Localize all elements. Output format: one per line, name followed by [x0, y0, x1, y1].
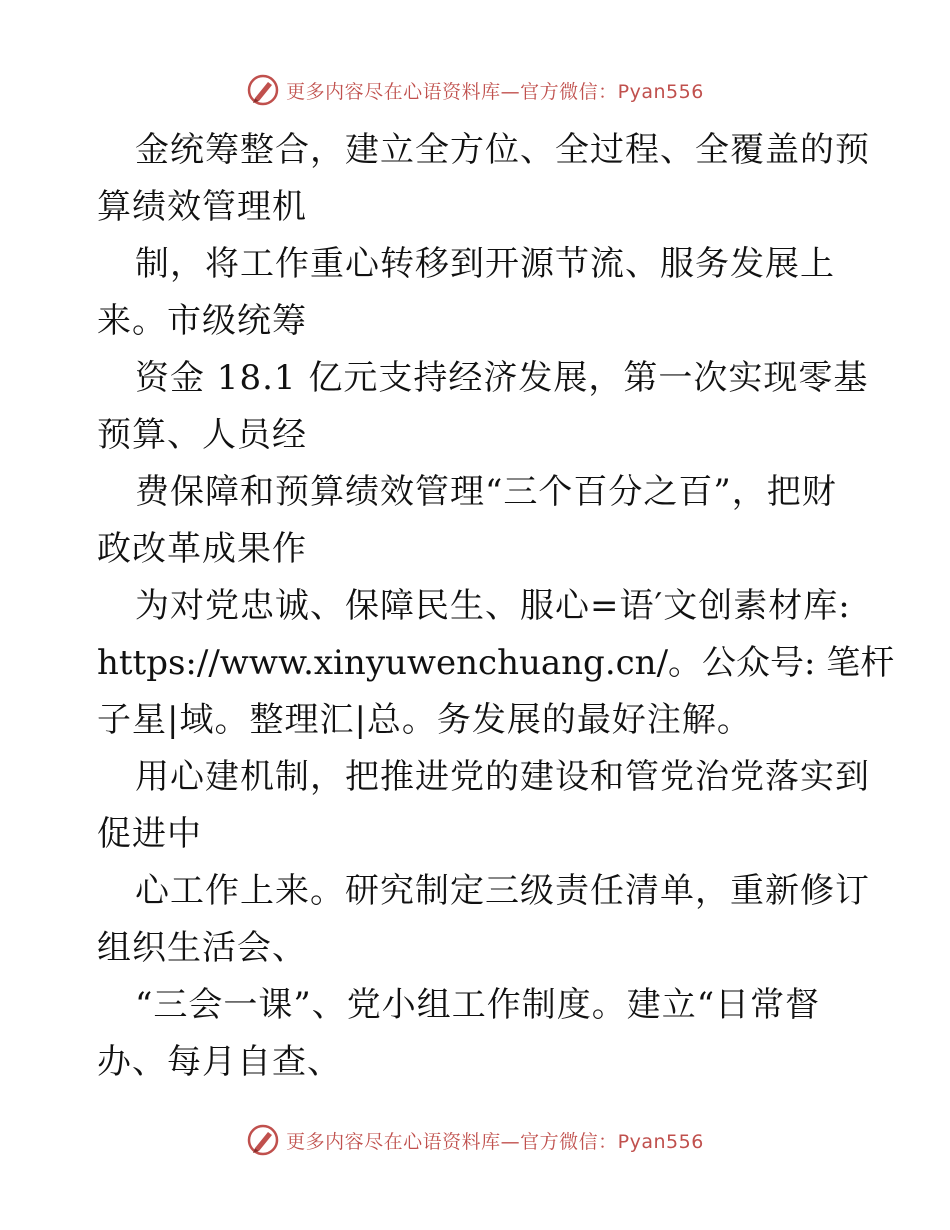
paragraph-line: 用心建机制，把推进党的建设和管党治党落实到 — [135, 757, 870, 797]
paragraph-line: 子星|域。整理汇|总。务发展的最好注解。 — [97, 700, 752, 740]
paragraph-line: 预算、人员经 — [97, 415, 307, 455]
paragraph-line: 算绩效管理机 — [97, 187, 307, 227]
paragraph-line: 政改革成果作 — [97, 529, 307, 569]
document-body — [97, 122, 895, 1091]
paragraph-line: 费保障和预算绩效管理“三个百分之百”，把财 — [135, 472, 837, 512]
paragraph-line: 资金 18.1 亿元支持经济发展，第一次实现零基 — [135, 358, 869, 398]
paragraph-line: “三会一课”、党小组工作制度。建立“日常督 — [135, 985, 821, 1025]
paragraph-line: 心工作上来。研究制定三级责任清单，重新修订 — [135, 871, 870, 911]
paragraph-line: 为对党忠诚、保障民生、服心=语′文创素材库: — [135, 586, 851, 626]
paragraph-line: 金统筹整合，建立全方位、全过程、全覆盖的预 — [135, 130, 870, 170]
watermark-text: 更多内容尽在心语资料库—官方微信：Pyan556 — [286, 80, 704, 103]
paragraph-line: 制，将工作重心转移到开源节流、服务发展上 — [135, 244, 835, 284]
paragraph-line-url: https://www.xinyuwenchuang.cn/。公众号: 笔杆 — [97, 643, 895, 683]
paragraph-line: 办、每月自查、 — [97, 1042, 342, 1082]
paragraph-line: 来。市级统筹 — [97, 301, 307, 341]
pen-logo-icon — [246, 73, 280, 107]
paragraph-line: 组织生活会、 — [97, 928, 307, 968]
watermark-text: 更多内容尽在心语资料库—官方微信：Pyan556 — [286, 1130, 704, 1153]
paragraph-line: 促进中 — [97, 814, 202, 854]
footer-watermark — [0, 1120, 950, 1160]
header-watermark — [0, 70, 950, 110]
pen-logo-icon — [246, 1123, 280, 1157]
